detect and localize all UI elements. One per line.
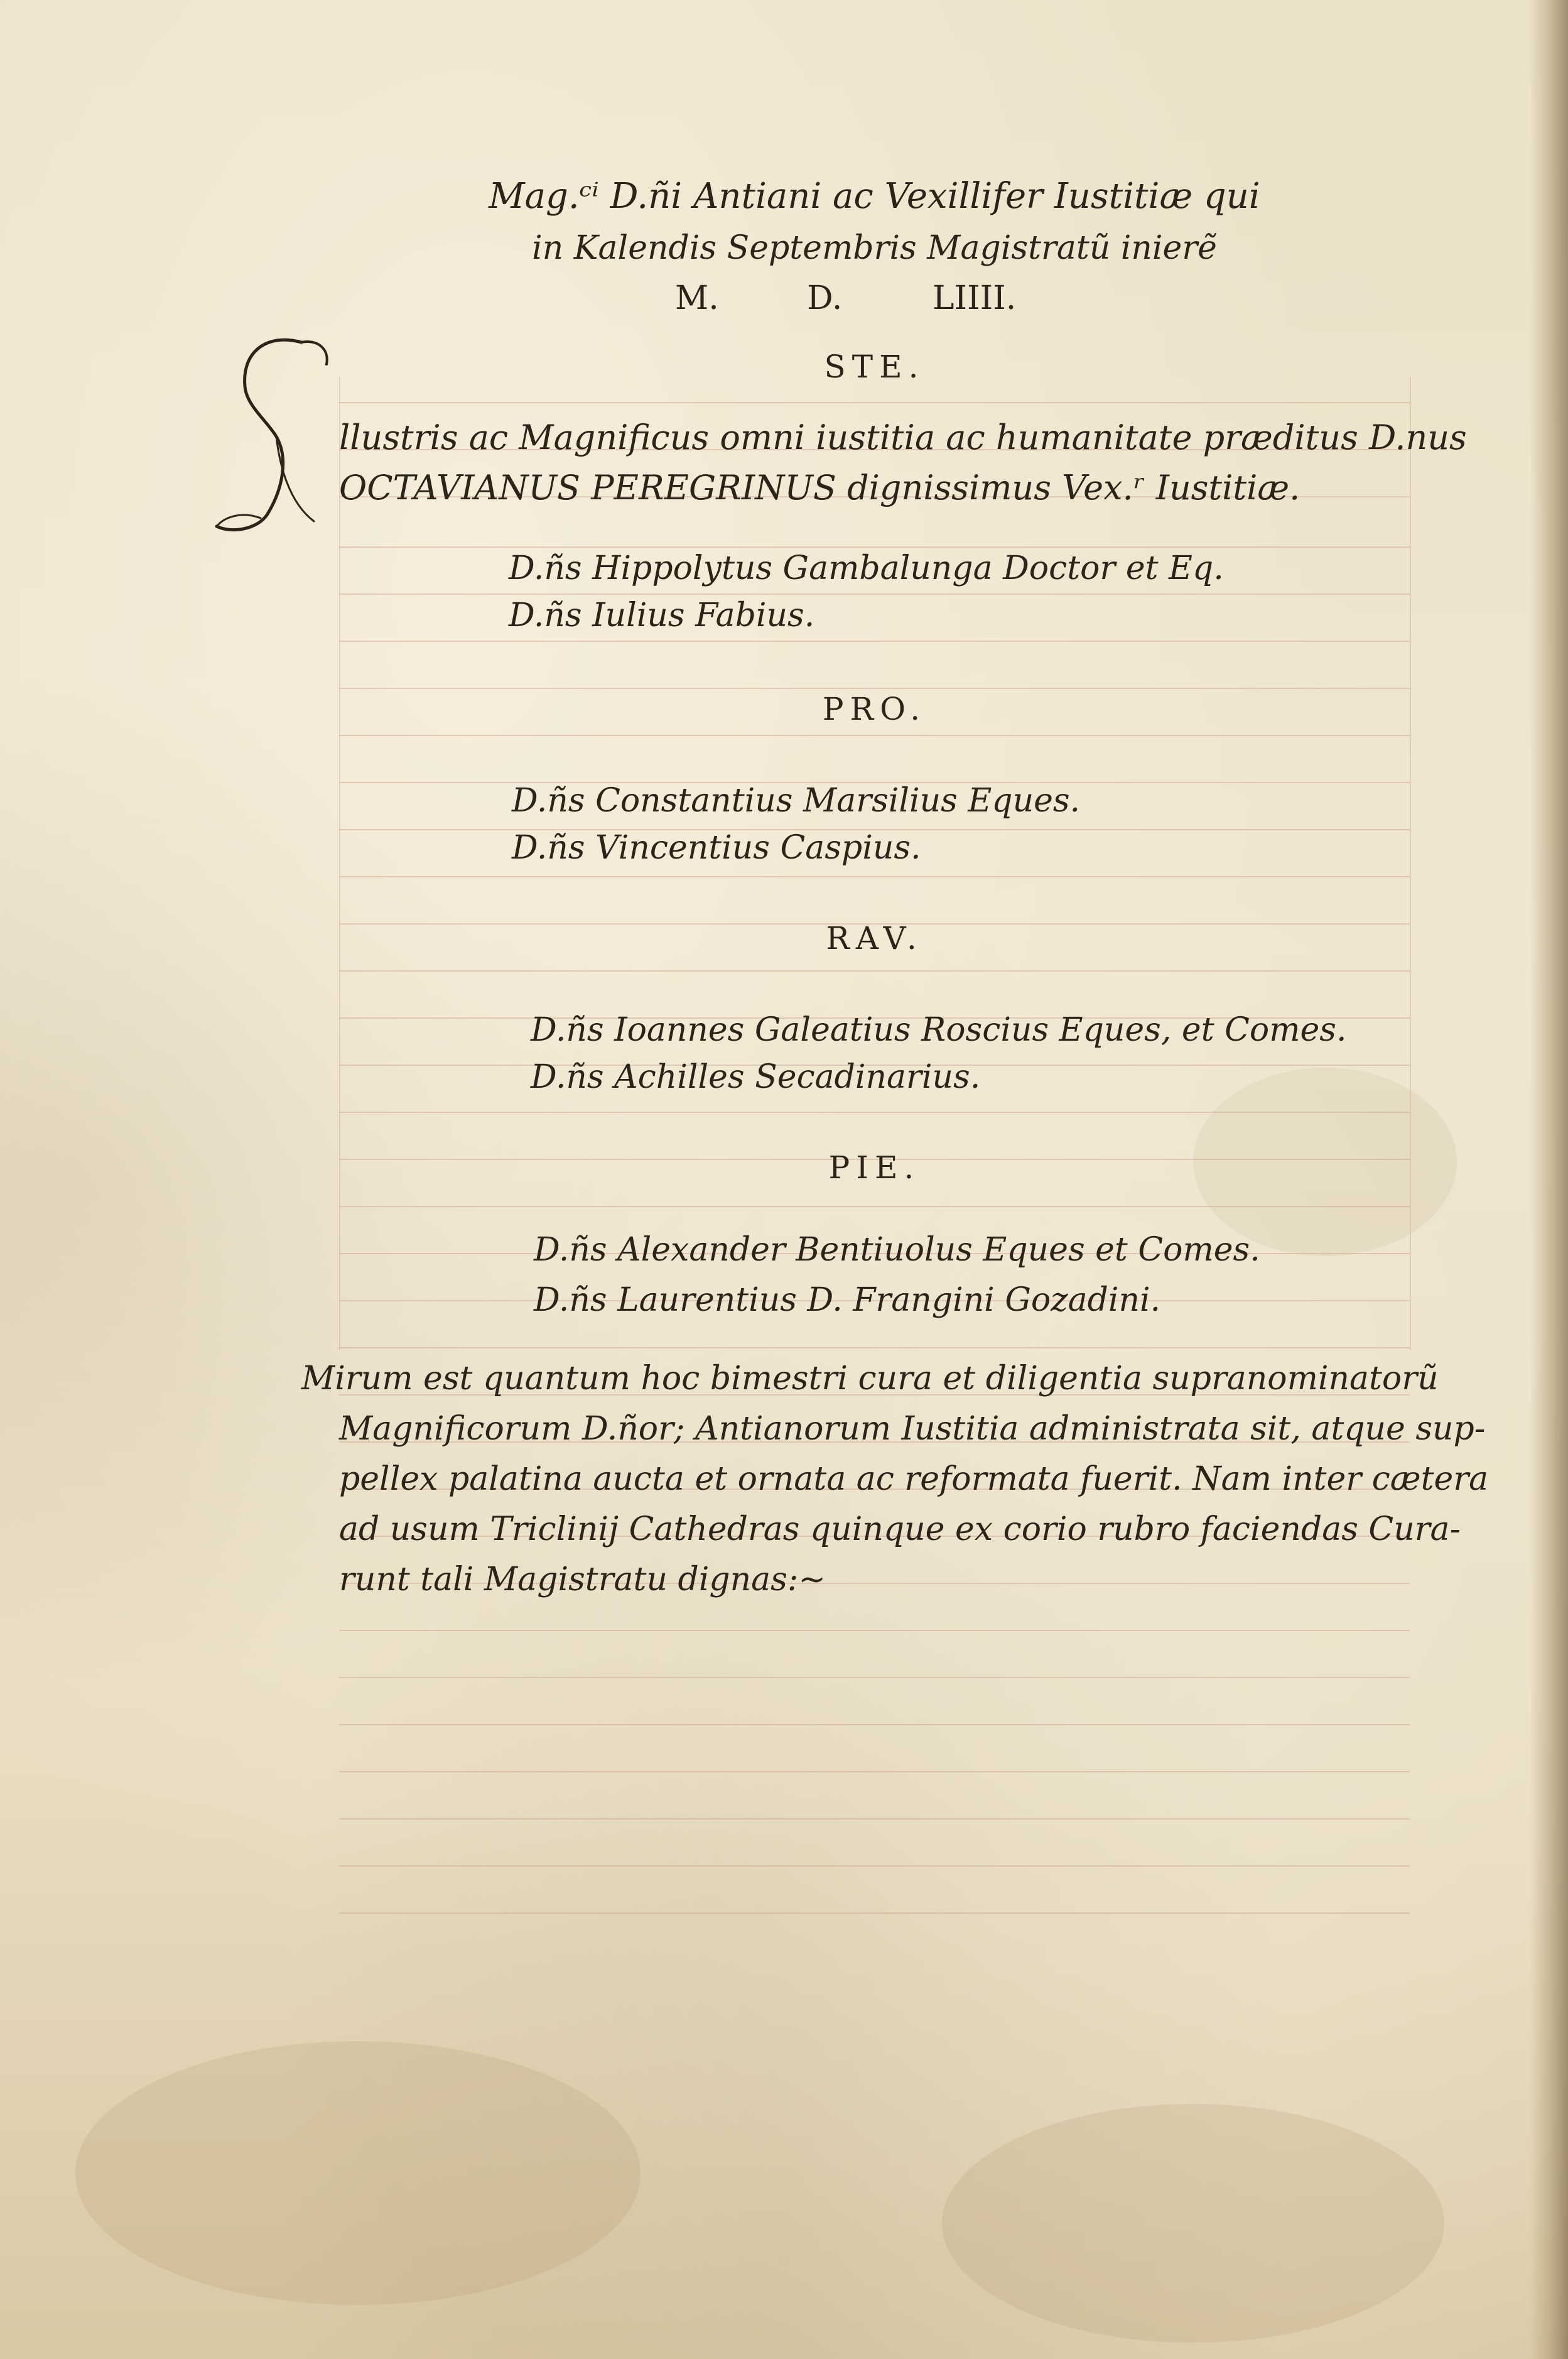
year-part-1: M. <box>675 279 719 317</box>
pie-name-2: D.ñs Laurentius D. Frangini Gozadini. <box>534 1281 1161 1319</box>
paragraph-line-2: Magnificorum D.ñor; Antianorum Iustitia administrata sit, atque sup- <box>339 1410 1486 1448</box>
section-heading-rav: RAV. <box>826 920 923 957</box>
pro-name-1: D.ñs Constantius Marsilius Eques. <box>512 782 1081 820</box>
rav-name-2: D.ñs Achilles Secadinarius. <box>531 1058 981 1096</box>
paper-stain <box>75 2041 641 2305</box>
intro-line-2: OCTAVIANUS PEREGRINUS dignissimus Vex.ʳ Iustitiæ. <box>339 468 1300 507</box>
pro-name-2: D.ñs Vincentius Caspius. <box>512 829 921 867</box>
section-heading-pro: PRO. <box>822 691 927 727</box>
paragraph-line-3: pellex palatina aucta et ornata ac reformata fuerit. Nam inter cætera <box>339 1460 1489 1498</box>
rav-name-1: D.ñs Ioannes Galeatius Roscius Eques, et Comes. <box>531 1011 1347 1049</box>
pie-name-1: D.ñs Alexander Bentiuolus Eques et Comes. <box>534 1231 1260 1269</box>
ste-name-1: D.ñs Hippolytus Gambalunga Doctor et Eq. <box>509 550 1224 587</box>
year-part-3: LIIII. <box>933 279 1017 317</box>
binding-edge <box>1530 0 1568 2359</box>
header-line-1: Mag.ᶜⁱ D.ñi Antiani ac Vexillifer Iustitiæ qui <box>489 176 1260 217</box>
ste-name-2: D.ñs Iulius Fabius. <box>509 597 815 634</box>
paragraph-line-5: runt tali Magistratu dignas:~ <box>339 1561 826 1598</box>
intro-line-1: llustris ac Magnificus omni iustitia ac humanitate præditus D.nus <box>339 418 1467 457</box>
paragraph-line-1: Mirum est quantum hoc bimestri cura et diligentia supranominatorũ <box>301 1360 1439 1397</box>
decorated-initial-i <box>207 327 345 540</box>
header-line-2: in Kalendis Septembris Magistratũ inierẽ <box>532 229 1217 267</box>
paragraph-line-4: ad usum Triclinij Cathedras quinque ex corio rubro faciendas Cura- <box>339 1510 1461 1548</box>
year-part-2: D. <box>807 279 843 317</box>
section-heading-ste: STE. <box>824 349 925 385</box>
paper-stain <box>942 2104 1444 2343</box>
section-heading-pie: PIE. <box>828 1149 921 1186</box>
